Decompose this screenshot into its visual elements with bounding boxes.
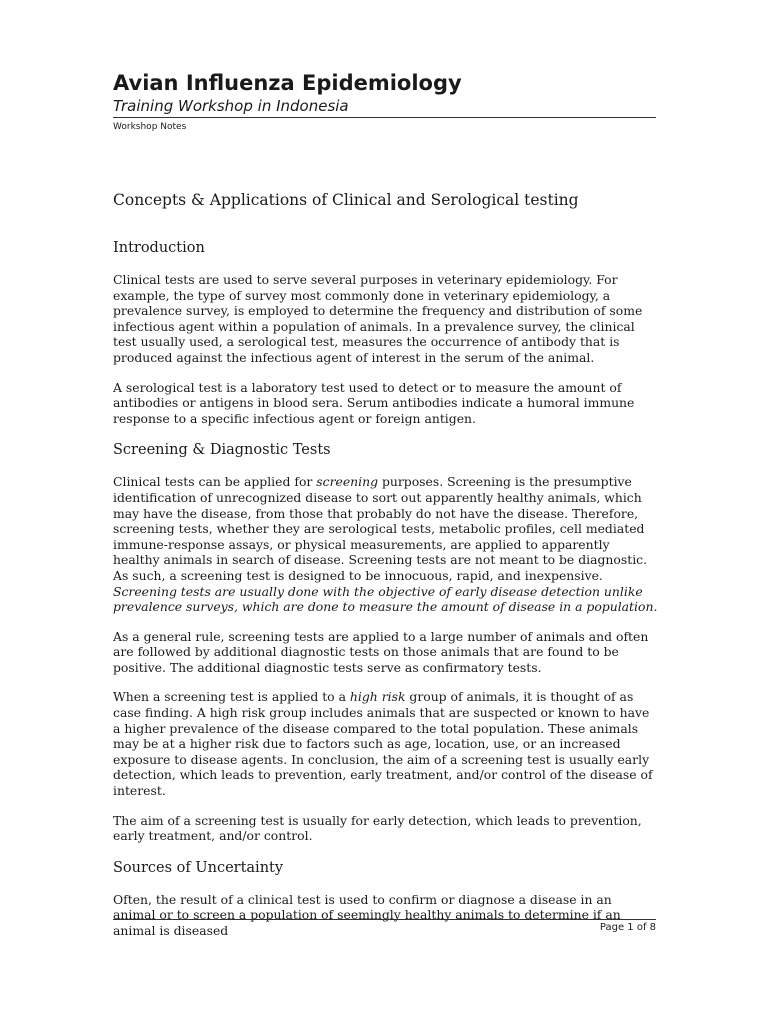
intro-paragraph-1: Clinical tests are used to serve several purposes in veterinary epidemiology. For example, the type of survey most commonly done in veterinary epidemiology, a prevalence survey, is employed to determine the frequency and distribution of some infectious agent within a population of animals. In a prevalence survey, the clinical test usually used, a serological test, measures the occurrence of antibody that is produced against the infectious agent of interest in the serum of the animal. xyxy=(113,272,643,365)
emphasis-objective: Screening tests are usually done with the objective of early disease detection unlike prevalence surveys, which are done to measure the amount of disease in a population. xyxy=(113,583,658,615)
footer-divider xyxy=(113,919,656,920)
page-header xyxy=(113,70,656,134)
heading-introduction: Introduction xyxy=(113,240,205,256)
heading-uncertainty: Sources of Uncertainty xyxy=(113,859,284,876)
screening-paragraph-3 xyxy=(113,689,658,798)
header-divider xyxy=(113,117,656,118)
text-run: When a screening test is applied to a xyxy=(113,689,350,705)
intro-paragraph-2: A serological test is a laboratory test used to detect or to measure the amount of antibodies or antigens in blood sera. Serum antibodies indicate a humoral immune response to a specific infectious agent or foreign antigen. xyxy=(113,379,635,426)
section-title: Concepts & Applications of Clinical and Serological testing xyxy=(113,191,579,209)
page-number: Page 1 of 8 xyxy=(599,922,656,933)
screening-paragraph-2: As a general rule, screening tests are applied to a large number of animals and often are followed by additional diagnostic tests on those animals that are found to be positive. The additional diagnostic tests serve as confirmatory tests. xyxy=(113,628,649,675)
text-run: Clinical tests can be applied for xyxy=(113,474,317,490)
workshop-notes-label: Workshop Notes xyxy=(113,122,187,132)
document-subtitle: Training Workshop in Indonesia xyxy=(113,97,349,115)
uncertainty-paragraph-1: Often, the result of a clinical test is used to confirm or diagnose a disease in an animal or to screen a population of seemingly healthy animals to determine if an animal is diseased xyxy=(113,891,621,938)
text-run: purposes. Screening is the presumptive identification of unrecognized disease to sort out apparently healthy animals, which may have the disease, from those that probably do not have the disease. Therefore, screening tests, whether they are serological tests, metabolic profiles, cell mediated immune-response assays, or physical measurements, are applied to apparently healthy animals in search of disease. Screening tests are not meant to be diagnostic. As such, a screening test is designed to be innocuous, rapid, and inexpensive. xyxy=(113,474,648,583)
text-run: group of animals, it is thought of as case finding. A high risk group includes animals that are suspected or known to have a higher prevalence of the disease compared to the total population. These animals may be at a higher risk due to factors such as age, location, use, or an increased exposure to disease agents. In conclusion, the aim of a screening test is usually early detection, which leads to prevention, early treatment, and/or control of the disease of interest. xyxy=(113,689,653,799)
document-body xyxy=(113,190,658,953)
document-title: Avian Influenza Epidemiology xyxy=(113,71,462,95)
emphasis-screening: screening xyxy=(316,474,379,490)
heading-screening: Screening & Diagnostic Tests xyxy=(113,442,331,459)
screening-paragraph-1 xyxy=(113,474,658,614)
emphasis-high-risk: high risk xyxy=(349,689,406,705)
page-footer xyxy=(113,919,656,933)
screening-paragraph-4: The aim of a screening test is usually for early detection, which leads to prevention, early treatment, and/or control. xyxy=(113,812,642,844)
